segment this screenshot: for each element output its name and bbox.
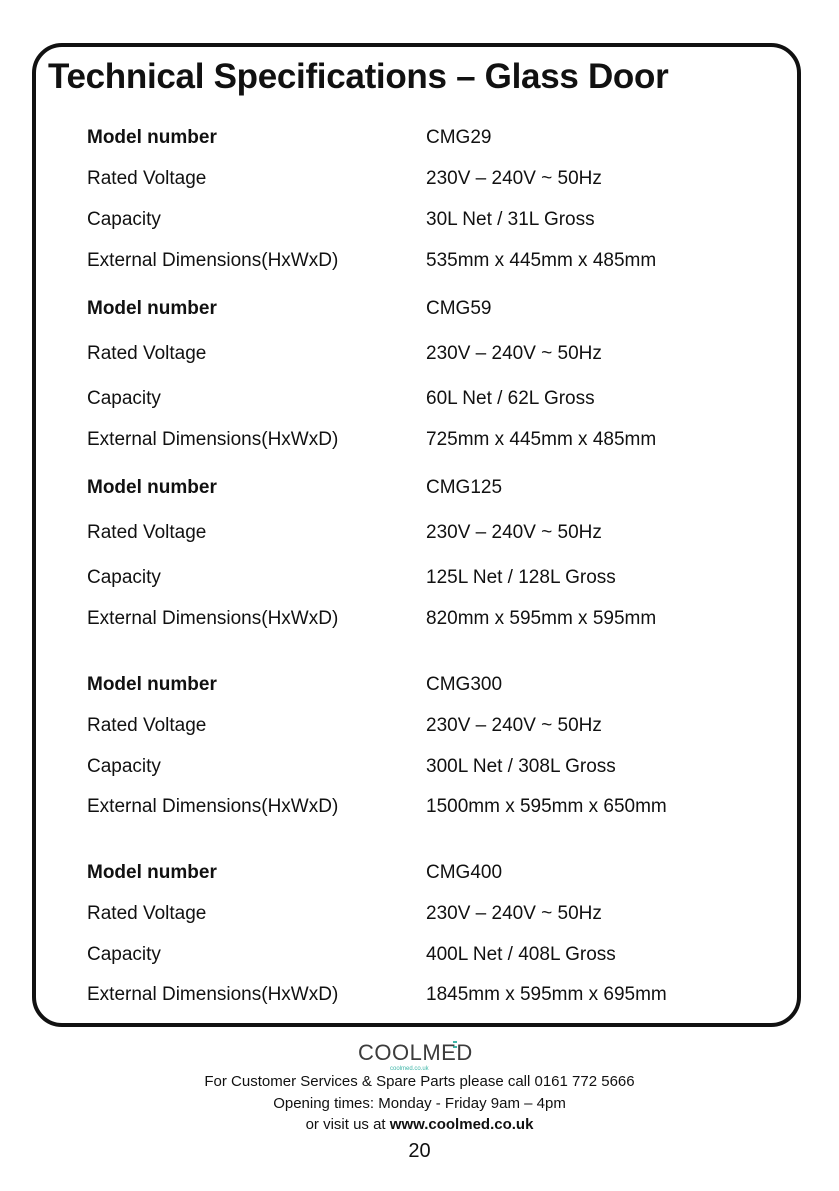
rated-voltage-label: Rated Voltage: [87, 343, 207, 364]
capacity-label: Capacity: [87, 756, 161, 777]
spec-row-voltage: [87, 901, 747, 927]
model-number-value: CMG59: [426, 298, 492, 319]
capacity-label: Capacity: [87, 388, 161, 409]
capacity-value: 300L Net / 308L Gross: [426, 756, 616, 777]
model-number-label: Model number: [87, 862, 217, 883]
capacity-value: 60L Net / 62L Gross: [426, 388, 595, 409]
dimensions-value: 820mm x 595mm x 595mm: [426, 608, 657, 629]
rated-voltage-value: 230V – 240V ~ 50Hz: [426, 343, 602, 364]
model-number-label: Model number: [87, 298, 217, 319]
capacity-label: Capacity: [87, 567, 161, 588]
dimensions-value: 1845mm x 595mm x 695mm: [426, 984, 667, 1005]
rated-voltage-value: 230V – 240V ~ 50Hz: [426, 522, 602, 543]
rated-voltage-label: Rated Voltage: [87, 715, 207, 736]
capacity-value: 30L Net / 31L Gross: [426, 209, 595, 230]
website-link[interactable]: www.coolmed.co.uk: [389, 1116, 534, 1133]
rated-voltage-label: Rated Voltage: [87, 168, 207, 189]
dimensions-value: 535mm x 445mm x 485mm: [426, 250, 657, 271]
spec-row-voltage: [87, 341, 747, 367]
spec-row-dimensions: [87, 606, 747, 632]
rated-voltage-value: 230V – 240V ~ 50Hz: [426, 715, 602, 736]
spec-row-capacity: [87, 386, 747, 412]
spec-row-model: [87, 672, 747, 698]
capacity-value: 125L Net / 128L Gross: [426, 567, 616, 588]
logo-subtext: coolmed.co.uk: [390, 1066, 429, 1072]
dimensions-label: External Dimensions(HxWxD): [87, 608, 339, 629]
spec-row-capacity: [87, 207, 747, 233]
model-number-label: Model number: [87, 674, 217, 695]
dimensions-label: External Dimensions(HxWxD): [87, 984, 339, 1005]
page-title: Technical Specifications – Glass Door: [48, 57, 669, 96]
logo-wordmark: COOLMED: [358, 1040, 473, 1065]
spec-row-capacity: [87, 942, 747, 968]
footer-customer-services: For Customer Services & Spare Parts please call 0161 772 5666: [204, 1073, 635, 1090]
dimensions-label: External Dimensions(HxWxD): [87, 429, 339, 450]
footer-visit-prefix: or visit us at: [305, 1116, 390, 1133]
spec-row-capacity: [87, 565, 747, 591]
capacity-label: Capacity: [87, 944, 161, 965]
rated-voltage-label: Rated Voltage: [87, 903, 207, 924]
spec-row-voltage: [87, 713, 747, 739]
page-number: 20: [408, 1140, 431, 1162]
dimensions-value: 1500mm x 595mm x 650mm: [426, 796, 667, 817]
spec-row-voltage: [87, 520, 747, 546]
model-number-value: CMG400: [426, 862, 503, 883]
model-number-value: CMG125: [426, 477, 503, 498]
dimensions-label: External Dimensions(HxWxD): [87, 796, 339, 817]
spec-row-model: [87, 475, 747, 501]
coolmed-logo: [358, 1038, 482, 1074]
spec-row-voltage: [87, 166, 747, 192]
capacity-value: 400L Net / 408L Gross: [426, 944, 616, 965]
rated-voltage-value: 230V – 240V ~ 50Hz: [426, 903, 602, 924]
rated-voltage-value: 230V – 240V ~ 50Hz: [426, 168, 602, 189]
dimensions-value: 725mm x 445mm x 485mm: [426, 429, 657, 450]
spec-row-dimensions: [87, 794, 747, 820]
model-number-value: CMG29: [426, 127, 492, 148]
footer-visit-line: [0, 1115, 839, 1135]
spec-row-dimensions: [87, 248, 747, 274]
rated-voltage-label: Rated Voltage: [87, 522, 207, 543]
spec-row-model: [87, 125, 747, 151]
model-number-value: CMG300: [426, 674, 503, 695]
spec-row-model: [87, 296, 747, 322]
dimensions-label: External Dimensions(HxWxD): [87, 250, 339, 271]
spec-row-dimensions: [87, 982, 747, 1008]
spec-row-model: [87, 860, 747, 886]
spec-row-dimensions: [87, 427, 747, 453]
footer-opening-times: Opening times: Monday - Friday 9am – 4pm: [273, 1095, 566, 1112]
capacity-label: Capacity: [87, 209, 161, 230]
spec-row-capacity: [87, 754, 747, 780]
model-number-label: Model number: [87, 477, 217, 498]
model-number-label: Model number: [87, 127, 217, 148]
